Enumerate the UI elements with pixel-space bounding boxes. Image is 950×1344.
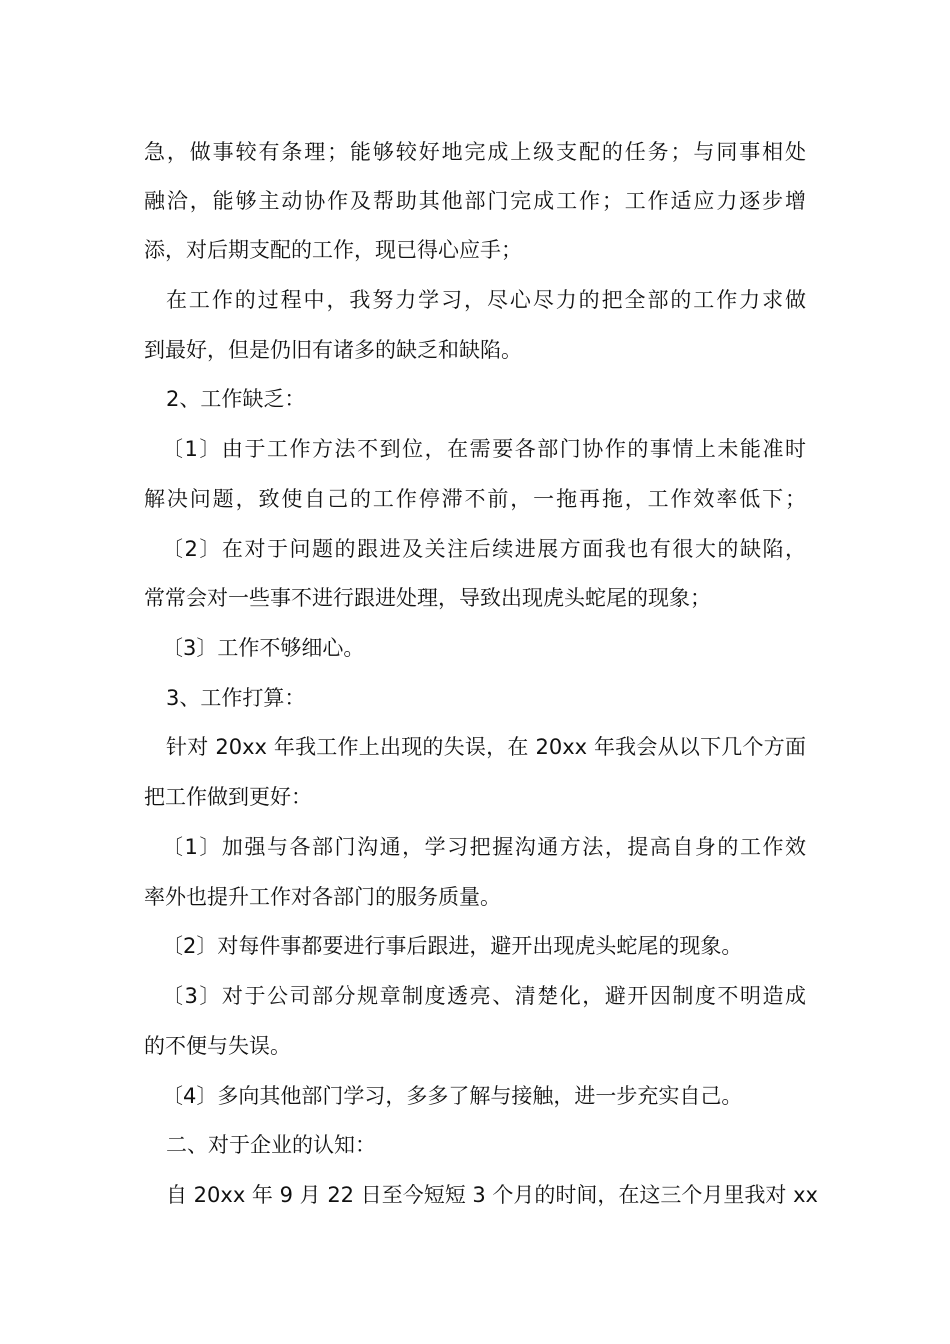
list-item: 〔4〕多向其他部门学习，多多了解与接触，进一步充实自己。 bbox=[162, 1084, 743, 1108]
list-item: 〔2〕对每件事都要进行事后跟进，避开出现虎头蛇尾的现象。 bbox=[162, 934, 743, 958]
text-line: 解决问题，致使自己的工作停滞不前，一拖再拖，工作效率低下； bbox=[144, 487, 806, 511]
text-line: 针对 20xx 年我工作上出现的失误，在 20xx 年我会从以下几个方面 bbox=[166, 735, 806, 759]
list-item: 〔2〕在对于问题的跟进及关注后续进展方面我也有很大的缺陷， bbox=[162, 537, 806, 561]
text-line: 急，做事较有条理；能够较好地完成上级支配的任务；与同事相处 bbox=[144, 140, 806, 164]
text-line: 在工作的过程中，我努力学习，尽心尽力的把全部的工作力求做 bbox=[166, 288, 806, 312]
section-heading: 3、工作打算： bbox=[166, 686, 306, 710]
text-line: 率外也提升工作对各部门的服务质量。 bbox=[144, 885, 501, 909]
text-line: 到最好，但是仍旧有诸多的缺乏和缺陷。 bbox=[144, 338, 522, 362]
text-line: 把工作做到更好： bbox=[144, 785, 312, 809]
text-line: 自 20xx 年 9 月 22 日至今短短 3 个月的时间，在这三个月里我对 xx bbox=[166, 1183, 818, 1207]
list-item: 〔3〕工作不够细心。 bbox=[162, 636, 365, 660]
list-item: 〔3〕对于公司部分规章制度透亮、清楚化，避开因制度不明造成 bbox=[162, 984, 806, 1008]
text-line: 的不便与失误。 bbox=[144, 1034, 291, 1058]
text-line: 添，对后期支配的工作，现已得心应手； bbox=[144, 238, 522, 262]
section-heading: 二、对于企业的认知： bbox=[166, 1133, 376, 1157]
text-line: 常常会对一些事不进行跟进处理，导致出现虎头蛇尾的现象； bbox=[144, 586, 711, 610]
text-line: 融洽，能够主动协作及帮助其他部门完成工作；工作适应力逐步增 bbox=[144, 189, 806, 213]
list-item: 〔1〕由于工作方法不到位，在需要各部门协作的事情上未能准时 bbox=[162, 437, 806, 461]
list-item: 〔1〕加强与各部门沟通，学习把握沟通方法，提高自身的工作效 bbox=[162, 835, 806, 859]
section-heading: 2、工作缺乏： bbox=[166, 387, 306, 411]
